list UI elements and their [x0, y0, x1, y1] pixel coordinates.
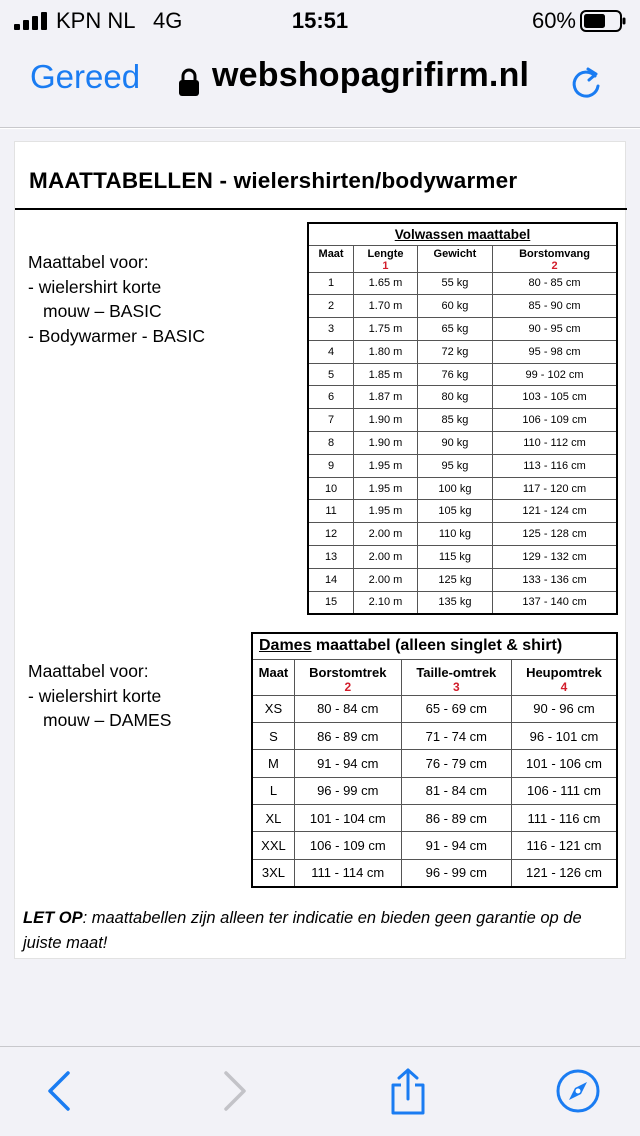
table-cell: 1.90 m — [354, 432, 418, 455]
column-header — [294, 659, 401, 695]
table-cell: 65 kg — [417, 318, 492, 341]
table-cell: 1.85 m — [354, 363, 418, 386]
column-header — [308, 245, 354, 272]
table-cell: 125 - 128 cm — [493, 523, 617, 546]
table-cell: 3XL — [252, 859, 294, 886]
header-ref-number: 1 — [382, 259, 389, 272]
table-cell: 110 kg — [417, 523, 492, 546]
table-cell: 106 - 111 cm — [511, 777, 617, 804]
table-row — [252, 722, 617, 749]
page-content[interactable] — [0, 129, 640, 1046]
table-cell: 8 — [308, 432, 354, 455]
table-cell: 101 - 106 cm — [511, 750, 617, 777]
table-cell: 1.75 m — [354, 318, 418, 341]
size-chart-document — [14, 141, 626, 959]
table-row — [252, 777, 617, 804]
table-cell: 121 - 124 cm — [493, 500, 617, 523]
table-cell: 86 - 89 cm — [401, 805, 511, 832]
header-label: Borstomvang — [519, 247, 590, 260]
table-cell: 135 kg — [417, 591, 492, 614]
header-label: Borstomtrek — [309, 664, 387, 680]
table-cell: L — [252, 777, 294, 804]
column-header — [252, 659, 294, 695]
table-cell: 90 - 96 cm — [511, 695, 617, 722]
url-display[interactable]: webshopagrifirm.nl — [212, 56, 530, 94]
table-row — [252, 859, 617, 886]
table-cell: 6 — [308, 386, 354, 409]
column-header — [417, 245, 492, 272]
table-cell: 137 - 140 cm — [493, 591, 617, 614]
table-cell: 85 kg — [417, 409, 492, 432]
share-icon[interactable] — [384, 1067, 432, 1115]
table-cell: 7 — [308, 409, 354, 432]
desc-line: - wielershirt korte — [28, 276, 162, 297]
table-cell: 113 - 116 cm — [493, 454, 617, 477]
clock: 15:51 — [291, 8, 349, 33]
header-label: Lengte — [367, 247, 404, 260]
table-cell: 129 - 132 cm — [493, 546, 617, 569]
table-cell: 60 kg — [417, 295, 492, 318]
table-cell: 91 - 94 cm — [294, 750, 401, 777]
status-bar — [0, 0, 640, 42]
table-cell: 115 kg — [417, 546, 492, 569]
table-cell: 3 — [308, 318, 354, 341]
column-header — [511, 659, 617, 695]
note-label: LET OP — [23, 909, 83, 927]
table-caption: Dames maattabel (alleen singlet & shirt) — [252, 633, 617, 659]
table-row — [308, 568, 617, 591]
table-cell: 55 kg — [417, 272, 492, 295]
battery-icon — [580, 10, 626, 32]
header-ref-number: 2 — [551, 259, 558, 272]
table-row — [308, 386, 617, 409]
table-cell: XS — [252, 695, 294, 722]
table-cell: 80 - 84 cm — [294, 695, 401, 722]
back-icon[interactable] — [38, 1067, 86, 1115]
table-cell: 105 kg — [417, 500, 492, 523]
table-row — [252, 695, 617, 722]
table-cell: 116 - 121 cm — [511, 832, 617, 859]
table-cell: 80 - 85 cm — [493, 272, 617, 295]
table-cell: 1.95 m — [354, 454, 418, 477]
table-cell: 96 - 99 cm — [401, 859, 511, 886]
table-cell: 1 — [308, 272, 354, 295]
table-row — [308, 318, 617, 341]
document-title: MAATTABELLEN - wielershirten/bodywarmer — [29, 168, 518, 193]
header-ref-number: 2 — [344, 679, 352, 694]
table-cell: M — [252, 750, 294, 777]
table-cell: 133 - 136 cm — [493, 568, 617, 591]
table-cell: 76 kg — [417, 363, 492, 386]
table-cell: 110 - 112 cm — [493, 432, 617, 455]
table-row — [308, 454, 617, 477]
desc-line: - Bodywarmer - BASIC — [28, 325, 205, 346]
title-divider — [15, 208, 627, 210]
table-cell: 95 - 98 cm — [493, 340, 617, 363]
column-header — [493, 245, 617, 272]
table-cell: 71 - 74 cm — [401, 722, 511, 749]
table-cell: 12 — [308, 523, 354, 546]
header-label: Maat — [258, 664, 289, 680]
table-row — [308, 591, 617, 614]
table-cell: 86 - 89 cm — [294, 722, 401, 749]
table-cell: 15 — [308, 591, 354, 614]
table-cell: 103 - 105 cm — [493, 386, 617, 409]
table-row — [308, 340, 617, 363]
header-label: Gewicht — [433, 247, 477, 260]
table-cell: 80 kg — [417, 386, 492, 409]
table-cell: 100 kg — [417, 477, 492, 500]
desc-line: - wielershirt korte — [28, 685, 162, 706]
table-cell: 91 - 94 cm — [401, 832, 511, 859]
table-cell: 65 - 69 cm — [401, 695, 511, 722]
adult-size-table — [307, 222, 618, 615]
table-cell: 1.65 m — [354, 272, 418, 295]
adult-description — [28, 250, 205, 348]
table-cell: 13 — [308, 546, 354, 569]
done-button[interactable]: Gereed — [30, 58, 141, 95]
table-cell: 111 - 114 cm — [294, 859, 401, 886]
header-label: Heupomtrek — [526, 664, 602, 680]
table-cell: 1.80 m — [354, 340, 418, 363]
table-cell: 1.90 m — [354, 409, 418, 432]
table-cell: 2.00 m — [354, 568, 418, 591]
table-row — [308, 523, 617, 546]
table-cell: 2.00 m — [354, 523, 418, 546]
column-header — [354, 245, 418, 272]
table-cell: 96 - 99 cm — [294, 777, 401, 804]
table-cell: 11 — [308, 500, 354, 523]
desc-line: mouw – BASIC — [43, 301, 162, 321]
table-row — [252, 832, 617, 859]
table-cell: 96 - 101 cm — [511, 722, 617, 749]
table-cell: 2 — [308, 295, 354, 318]
table-cell: 9 — [308, 454, 354, 477]
table-cell: 72 kg — [417, 340, 492, 363]
table-cell: 10 — [308, 477, 354, 500]
table-cell: 99 - 102 cm — [493, 363, 617, 386]
note-text: : maattabellen zijn alleen ter indicatie en bieden geen garantie op de juiste maat! — [23, 909, 582, 952]
table-cell: 125 kg — [417, 568, 492, 591]
table-row — [308, 409, 617, 432]
table-cell: 90 kg — [417, 432, 492, 455]
desc-line: Maattabel voor: — [28, 252, 149, 272]
forward-icon[interactable] — [208, 1067, 256, 1115]
table-cell: S — [252, 722, 294, 749]
dames-description — [28, 659, 171, 733]
table-cell: 4 — [308, 340, 354, 363]
table-cell: 117 - 120 cm — [493, 477, 617, 500]
table-cell: 95 kg — [417, 454, 492, 477]
table-row — [308, 477, 617, 500]
header-ref-number: 4 — [560, 679, 568, 694]
table-cell: 1.95 m — [354, 500, 418, 523]
table-cell: 121 - 126 cm — [511, 859, 617, 886]
table-row — [308, 295, 617, 318]
table-cell: 5 — [308, 363, 354, 386]
table-cell: XXL — [252, 832, 294, 859]
reload-icon[interactable] — [568, 62, 604, 102]
browser-address-bar — [0, 42, 640, 128]
table-cell: 106 - 109 cm — [294, 832, 401, 859]
table-row — [308, 546, 617, 569]
table-cell: 106 - 109 cm — [493, 409, 617, 432]
compass-icon[interactable] — [554, 1067, 602, 1115]
header-label: Maat — [318, 247, 344, 260]
table-row — [308, 500, 617, 523]
table-cell: 1.95 m — [354, 477, 418, 500]
table-cell: 85 - 90 cm — [493, 295, 617, 318]
table-row — [308, 432, 617, 455]
table-cell: XL — [252, 805, 294, 832]
battery-percentage: 60% — [531, 8, 576, 33]
table-cell: 101 - 104 cm — [294, 805, 401, 832]
lock-icon — [178, 68, 200, 96]
table-cell: 1.87 m — [354, 386, 418, 409]
table-row — [308, 272, 617, 295]
table-row — [252, 805, 617, 832]
desc-line: mouw – DAMES — [43, 710, 172, 730]
table-row — [252, 750, 617, 777]
table-cell: 81 - 84 cm — [401, 777, 511, 804]
browser-toolbar — [0, 1046, 640, 1136]
carrier-label: KPN NL 4G — [56, 8, 183, 33]
column-header — [401, 659, 511, 695]
disclaimer-note — [23, 906, 619, 956]
table-cell: 111 - 116 cm — [511, 805, 617, 832]
table-cell: 76 - 79 cm — [401, 750, 511, 777]
table-cell: 2.10 m — [354, 591, 418, 614]
table-cell: 1.70 m — [354, 295, 418, 318]
table-cell: 90 - 95 cm — [493, 318, 617, 341]
header-label: Taille-omtrek — [416, 664, 497, 680]
table-cell: 14 — [308, 568, 354, 591]
dames-size-table — [251, 632, 618, 888]
table-caption: Volwassen maattabel — [308, 223, 617, 245]
table-row — [308, 363, 617, 386]
header-ref-number: 3 — [452, 679, 460, 694]
table-cell: 2.00 m — [354, 546, 418, 569]
desc-line: Maattabel voor: — [28, 661, 149, 681]
